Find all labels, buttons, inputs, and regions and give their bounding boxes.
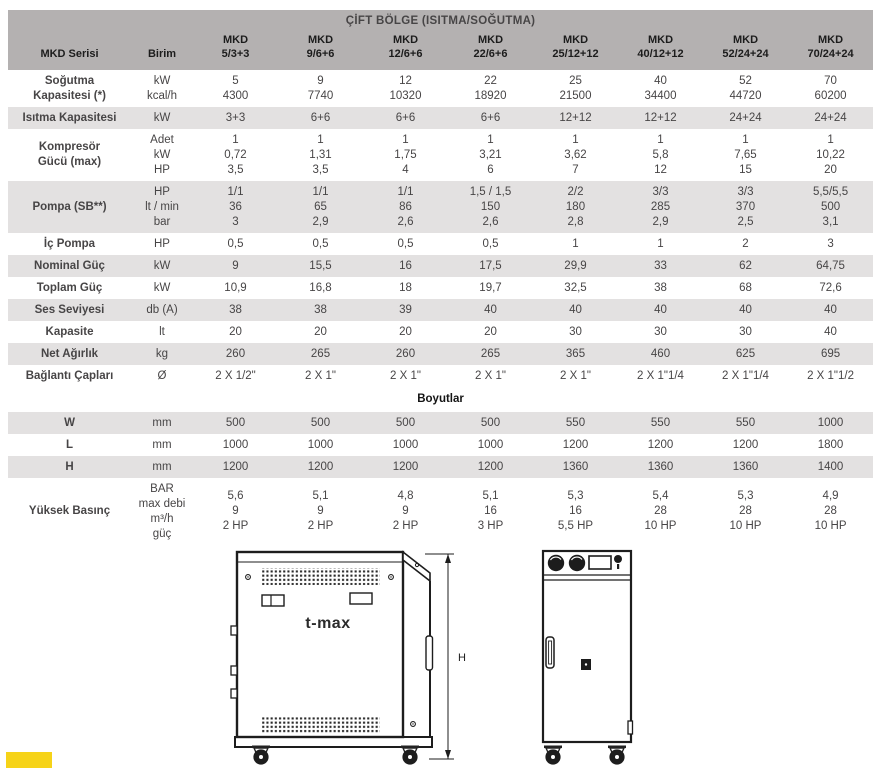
control-display bbox=[589, 556, 611, 569]
row-unit: mm bbox=[131, 412, 193, 434]
col-header-model: MKD 25/12+12 bbox=[533, 32, 618, 70]
cell-value: 1000 bbox=[477, 438, 504, 451]
yellow-accent-mark bbox=[6, 752, 52, 768]
col-header-model: MKD 9/6+6 bbox=[278, 32, 363, 70]
cell-value: 3 bbox=[827, 237, 834, 250]
cell-value: 460 bbox=[618, 343, 703, 365]
cell-value: 68 bbox=[739, 281, 752, 294]
cell-value: 1 3,21 6 bbox=[479, 133, 502, 176]
cell-value: 5,6 9 2 HP bbox=[222, 490, 249, 532]
row-unit: kW bbox=[131, 107, 193, 129]
section-row bbox=[8, 387, 873, 412]
table-row bbox=[8, 181, 873, 233]
cell-value: 5,1 16 3 HP bbox=[477, 490, 504, 532]
cell-value: 265 bbox=[448, 343, 533, 365]
caster-wheel bbox=[544, 746, 562, 765]
cell-value: 0,5 bbox=[482, 237, 499, 250]
col-header-model: MKD 5/3+3 bbox=[193, 32, 278, 70]
table-row bbox=[8, 255, 873, 277]
door-handle bbox=[546, 637, 554, 668]
cell-value: 1200 bbox=[562, 438, 589, 451]
table-row bbox=[8, 70, 873, 107]
connector-tab bbox=[231, 689, 237, 698]
cell-value: 1000 bbox=[392, 438, 419, 451]
cell-value: 2 X 1"1/2 bbox=[807, 369, 854, 382]
row-unit: HP lt / min bar bbox=[131, 181, 193, 233]
height-dimension-label: H bbox=[458, 652, 466, 664]
cell-value: 1360 bbox=[533, 456, 618, 478]
cell-value: 1 0,72 3,5 bbox=[224, 133, 247, 176]
cell-value: 5 4300 bbox=[222, 74, 249, 102]
caster-wheel bbox=[401, 746, 419, 765]
table-title: ÇİFT BÖLGE (ISITMA/SOĞUTMA) bbox=[8, 10, 873, 32]
row-label: Ses Seviyesi bbox=[8, 299, 131, 321]
cell-value: 22 18920 bbox=[474, 74, 507, 102]
cell-value: 9 bbox=[193, 255, 278, 277]
row-label: H bbox=[8, 456, 131, 478]
cell-value: 1200 bbox=[193, 456, 278, 478]
row-unit: mm bbox=[152, 438, 172, 451]
cell-value: 12 10320 bbox=[389, 74, 422, 102]
connector-tab bbox=[231, 666, 237, 675]
cell-value: 5,3 16 5,5 HP bbox=[557, 490, 594, 532]
connector-tab bbox=[231, 626, 237, 635]
table-row bbox=[8, 478, 873, 545]
cell-value: 32,5 bbox=[564, 281, 587, 294]
cell-value: 0,5 bbox=[312, 237, 329, 250]
col-header-series: MKD Serisi bbox=[8, 32, 131, 70]
cell-value: 365 bbox=[533, 343, 618, 365]
section-header: Boyutlar bbox=[8, 387, 873, 412]
cell-value: 2 X 1"1/4 bbox=[722, 369, 769, 382]
cell-value: 3/3 370 2,5 bbox=[703, 181, 788, 233]
caster-wheel bbox=[252, 746, 270, 765]
cell-value: 30 bbox=[739, 325, 752, 338]
machine-side-view-drawing bbox=[215, 540, 475, 768]
row-unit: kW bbox=[153, 281, 171, 294]
cell-value: 62 bbox=[703, 255, 788, 277]
cell-value: 1 5,8 12 bbox=[652, 133, 669, 176]
row-unit: lt bbox=[159, 325, 165, 338]
row-unit: db (A) bbox=[131, 299, 193, 321]
cell-value: 5,5/5,5 500 3,1 bbox=[788, 181, 873, 233]
cell-value: 2 bbox=[742, 237, 749, 250]
bottom-vent-grille bbox=[262, 716, 380, 733]
row-label: Toplam Güç bbox=[36, 281, 103, 294]
cell-value: 30 bbox=[654, 325, 667, 338]
cell-value: 6+6 bbox=[278, 107, 363, 129]
table-row bbox=[8, 277, 873, 299]
col-header-model: MKD 70/24+24 bbox=[788, 32, 873, 70]
cell-value: 4,9 28 10 HP bbox=[814, 490, 847, 532]
cell-value: 0,5 bbox=[397, 237, 414, 250]
row-label: Kapasite bbox=[45, 325, 94, 338]
cell-value: 29,9 bbox=[533, 255, 618, 277]
row-unit: HP bbox=[154, 237, 170, 250]
cell-value: 18 bbox=[399, 281, 412, 294]
cell-value: 2/2 180 2,8 bbox=[533, 181, 618, 233]
cell-value: 38 bbox=[193, 299, 278, 321]
label-plate bbox=[262, 595, 284, 606]
col-header-model: MKD 22/6+6 bbox=[448, 32, 533, 70]
table-row bbox=[8, 107, 873, 129]
table-row bbox=[8, 233, 873, 255]
row-unit: Adet kW HP bbox=[150, 133, 174, 176]
cell-value: 16,8 bbox=[309, 281, 332, 294]
cell-value: 19,7 bbox=[479, 281, 502, 294]
cell-value: 33 bbox=[618, 255, 703, 277]
cell-value: 20 bbox=[399, 325, 412, 338]
cell-value: 70 60200 bbox=[814, 74, 847, 102]
cell-value: 0,5 bbox=[227, 237, 244, 250]
row-label: L bbox=[65, 438, 74, 451]
cell-value: 40 bbox=[703, 299, 788, 321]
cell-value: 1 1,31 3,5 bbox=[309, 133, 332, 176]
table-row bbox=[8, 434, 873, 456]
cell-value: 20 bbox=[314, 325, 327, 338]
cell-value: 2 X 1/2" bbox=[215, 369, 256, 382]
table-row bbox=[8, 299, 873, 321]
cell-value: 52 44720 bbox=[729, 74, 762, 102]
cell-value: 500 bbox=[363, 412, 448, 434]
cell-value: 1400 bbox=[788, 456, 873, 478]
cell-value: 40 bbox=[618, 299, 703, 321]
cell-value: 500 bbox=[448, 412, 533, 434]
cell-value: 64,75 bbox=[788, 255, 873, 277]
cell-value: 5,1 9 2 HP bbox=[307, 490, 334, 532]
table-row bbox=[8, 456, 873, 478]
col-header-unit: Birim bbox=[131, 32, 193, 70]
emergency-button bbox=[614, 555, 622, 563]
cell-value: 500 bbox=[193, 412, 278, 434]
brand-logo: t-max bbox=[305, 615, 351, 632]
cell-value: 40 bbox=[448, 299, 533, 321]
label-plate bbox=[350, 593, 372, 604]
cell-value: 625 bbox=[703, 343, 788, 365]
cell-value: 550 bbox=[618, 412, 703, 434]
table-row bbox=[8, 343, 873, 365]
cell-value: 265 bbox=[278, 343, 363, 365]
row-label: Pompa (SB**) bbox=[8, 181, 131, 233]
cell-value: 1200 bbox=[278, 456, 363, 478]
table-row bbox=[8, 365, 873, 387]
cell-value: 25 21500 bbox=[559, 74, 592, 102]
cell-value: 1800 bbox=[817, 438, 844, 451]
machine-front-view-drawing bbox=[536, 540, 646, 768]
cell-value: 1 10,22 20 bbox=[816, 133, 845, 176]
cell-value: 500 bbox=[278, 412, 363, 434]
cell-value: 40 bbox=[533, 299, 618, 321]
side-handle bbox=[426, 636, 433, 670]
row-label: Isıtma Kapasitesi bbox=[8, 107, 131, 129]
cell-value: 1360 bbox=[618, 456, 703, 478]
hinge bbox=[628, 721, 633, 734]
row-label: Kompresör Gücü (max) bbox=[37, 141, 102, 168]
cell-value: 1/1 86 2,6 bbox=[363, 181, 448, 233]
cell-value: 260 bbox=[363, 343, 448, 365]
cell-value: 72,6 bbox=[819, 281, 842, 294]
cell-value: 4,8 9 2 HP bbox=[392, 490, 419, 532]
cell-value: 1000 bbox=[788, 412, 873, 434]
cell-value: 1 7,65 15 bbox=[734, 133, 757, 176]
cell-value: 1360 bbox=[703, 456, 788, 478]
row-label: Yüksek Basınç bbox=[28, 505, 111, 517]
cell-value: 3/3 285 2,9 bbox=[618, 181, 703, 233]
cell-value: 9 7740 bbox=[307, 74, 334, 102]
cell-value: 1000 bbox=[222, 438, 249, 451]
cell-value: 12+12 bbox=[533, 107, 618, 129]
table-row bbox=[8, 321, 873, 343]
cell-value: 2 X 1" bbox=[560, 369, 591, 382]
row-label: İç Pompa bbox=[43, 237, 96, 250]
row-unit: Ø bbox=[157, 369, 167, 382]
cell-value: 1000 bbox=[307, 438, 334, 451]
cell-value: 1200 bbox=[732, 438, 759, 451]
cell-value: 5,4 28 10 HP bbox=[644, 490, 677, 532]
cell-value: 40 34400 bbox=[644, 74, 677, 102]
cell-value: 40 bbox=[788, 299, 873, 321]
cell-value: 16 bbox=[363, 255, 448, 277]
cell-value: 1/1 65 2,9 bbox=[278, 181, 363, 233]
cell-value: 1200 bbox=[363, 456, 448, 478]
cell-value: 17,5 bbox=[448, 255, 533, 277]
cell-value: 20 bbox=[229, 325, 242, 338]
cell-value: 24+24 bbox=[703, 107, 788, 129]
cell-value: 6+6 bbox=[363, 107, 448, 129]
row-unit: kW bbox=[131, 255, 193, 277]
row-label: Soğutma Kapasitesi (*) bbox=[33, 74, 106, 102]
cell-value: 24+24 bbox=[788, 107, 873, 129]
row-label: Net Ağırlık bbox=[8, 343, 131, 365]
col-header-model: MKD 12/6+6 bbox=[363, 32, 448, 70]
cell-value: 2 X 1" bbox=[475, 369, 506, 382]
column-header-row bbox=[8, 32, 873, 70]
spec-table bbox=[8, 10, 873, 545]
cell-value: 2 X 1"1/4 bbox=[637, 369, 684, 382]
cell-value: 260 bbox=[193, 343, 278, 365]
top-vent-grille bbox=[262, 568, 380, 585]
cell-value: 5,3 28 10 HP bbox=[729, 490, 762, 532]
row-label: Nominal Güç bbox=[8, 255, 131, 277]
cell-value: 2 X 1" bbox=[390, 369, 421, 382]
row-unit: kW kcal/h bbox=[146, 74, 178, 102]
cell-value: 38 bbox=[654, 281, 667, 294]
col-header-model: MKD 40/12+12 bbox=[618, 32, 703, 70]
table-title-row bbox=[8, 10, 873, 32]
cell-value: 6+6 bbox=[448, 107, 533, 129]
cell-value: 30 bbox=[569, 325, 582, 338]
cell-value: 550 bbox=[533, 412, 618, 434]
cell-value: 1 1,75 4 bbox=[394, 133, 417, 176]
row-label: Bağlantı Çapları bbox=[25, 369, 114, 382]
row-label: W bbox=[8, 412, 131, 434]
cell-value: 40 bbox=[824, 325, 837, 338]
cell-value: 1,5 / 1,5 150 2,6 bbox=[448, 181, 533, 233]
cell-value: 12+12 bbox=[618, 107, 703, 129]
caster-wheel bbox=[608, 746, 626, 765]
table-row bbox=[8, 412, 873, 434]
cell-value: 38 bbox=[278, 299, 363, 321]
cell-value: 1200 bbox=[647, 438, 674, 451]
cell-value: 695 bbox=[788, 343, 873, 365]
cell-value: 1 bbox=[657, 237, 664, 250]
table-row bbox=[8, 129, 873, 181]
cell-value: 10,9 bbox=[224, 281, 247, 294]
row-unit: mm bbox=[131, 456, 193, 478]
cell-value: 39 bbox=[363, 299, 448, 321]
row-unit: kg bbox=[131, 343, 193, 365]
row-unit: BAR max debi m³/h güç bbox=[138, 482, 186, 540]
cell-value: 15,5 bbox=[278, 255, 363, 277]
col-header-model: MKD 52/24+24 bbox=[703, 32, 788, 70]
cell-value: 3+3 bbox=[193, 107, 278, 129]
cell-value: 2 X 1" bbox=[305, 369, 336, 382]
cell-value: 1200 bbox=[448, 456, 533, 478]
cell-value: 20 bbox=[484, 325, 497, 338]
cell-value: 550 bbox=[703, 412, 788, 434]
cell-value: 1 3,62 7 bbox=[564, 133, 587, 176]
cell-value: 1 bbox=[572, 237, 579, 250]
cell-value: 1/1 36 3 bbox=[193, 181, 278, 233]
